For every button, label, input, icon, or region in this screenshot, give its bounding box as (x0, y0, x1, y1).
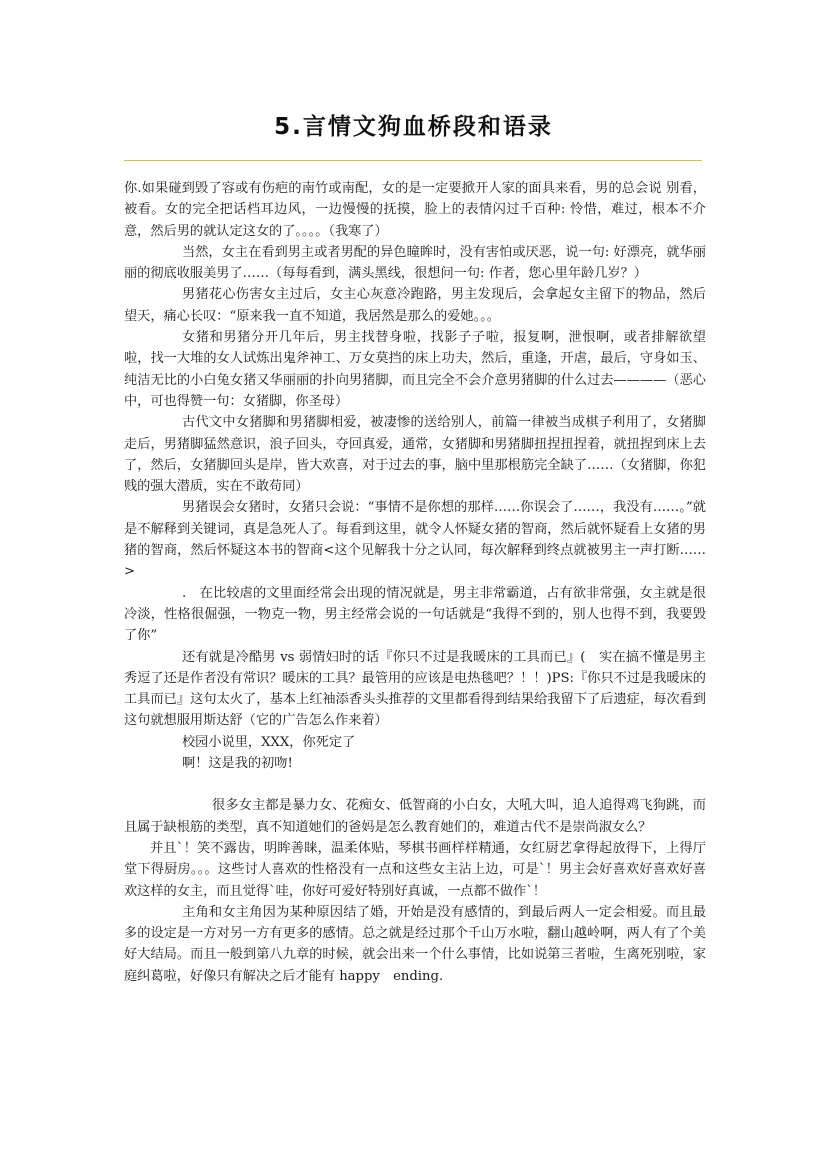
paragraph: . 在比较虐的文里面经常会出现的情况就是，男主非常霸道，占有欲非常强，女主就是很冷淡，性格很倔强，一物克一物，男主经常会说的一句话就是“我得不到的，别人也得不到，我要毁了你” (124, 585, 706, 644)
paragraph: 男猪误会女猪时，女猪只会说：“事情不是你想的那样……你误会了……，我没有……。”就是不解释到关键词，真是急死人了。每看到这里，就令人怀疑女猪的智商，然后就怀疑看上女猪的男猪的智商，然后怀疑这本书的智商<这个见解我十分之认同，每次解释到终点就被男主一声打断……> (124, 500, 706, 580)
paragraph: 啊！这是我的初吻! (182, 756, 293, 772)
paragraph: 女猪和男猪分开几年后，男主找替身啦，找影子子啦，报复啊，泄恨啊，或者排解欲望啦，找一大堆的女人试炼出鬼斧神工、万女莫挡的床上功夫，然后，重逢，开虐，最后，守身如玉、纯洁无比的小白兔女猪又华丽丽的扑向男猪脚，而且完全不会介意男猪脚的什么过去————（恶心中，可也得赞一句：女猪脚，你圣母） (124, 330, 706, 409)
paragraph: 很多女主都是暴力女、花痴女、低智商的小白女，大吼大叫，追人追得鸡飞狗跳，而且属于缺根筋的类型，真不知道她们的爸妈是怎么教育她们的，难道古代不是崇尚淑女么？ (124, 798, 706, 835)
paragraph: 并且`！笑不露齿，明眸善睐，温柔体贴，琴棋书画样样精通，女红厨艺拿得起放得下，上得厅堂下得厨房。。。这些讨人喜欢的性格没有一点和这些女主沾上边，可是`！男主会好喜欢好喜欢好喜欢这样的女主，而且觉得`哇，你好可爱好特别好真诚，一点都不做作`！ (124, 840, 706, 899)
paragraph: 你.如果碰到毁了容或有伤疤的南竹或南配，女的是一定要掀开人家的面具来看，男的总会说 别看，被看。女的完全把话档耳边风，一边慢慢的抚摸，脸上的表情闪过千百种: 怜惜，难过，根本不介意，然后男的就认定这女的了。。。。（我寒了） (124, 181, 706, 239)
blank-line (124, 774, 706, 795)
paragraph: 主角和女主角因为某种原因结了婚，开始是没有感情的，到最后两人一定会相爱。而且最多的设定是一方对另一方有更多的感情。总之就是经过那个千山万水啦，翻山越岭啊，两人有了个美好大结局。而且一般到第八九章的时候，就会出来一个什么事情，比如说第三者啦，生离死别啦，家庭纠葛啦，好像只有解决之后才能有 happy ending. (124, 904, 706, 984)
title-divider (124, 160, 702, 161)
paragraph: 男猪花心伤害女主过后，女主心灰意冷跑路，男主发现后，会拿起女主留下的物品，然后望天，痛心长叹：“原来我一直不知道，我居然是那么的爱她。。。 (124, 287, 706, 324)
document-body (124, 178, 706, 987)
document-title: 5.言情文狗血桥段和语录 (274, 114, 553, 140)
paragraph: 当然，女主在看到男主或者男配的异色瞳眸时，没有害怕或厌恶，说一句: 好漂亮，就华丽丽的彻底收服美男了……（每每看到，满头黑线，很想问一句: 作者，您心里年龄几岁？） (124, 244, 706, 282)
paragraph: 校园小说里，XXX，你死定了 (182, 734, 356, 750)
paragraph: 还有就是冷酷男 vs 弱情妇时的话『你只不过是我暖床的工具而已』( 实在搞不懂是男主秀逗了还是作者没有常识？暖床的工具？最管用的应该是电热毯吧？！！)PS:『你只不过是我暖床的工具而已』这句太火了，基本上红袖添香头头推荐的文里都看得到结果给我留下了后遗症，每次看到这句就想服用斯达舒（它的广告怎么作来着） (124, 649, 706, 729)
paragraph: 古代文中女猪脚和男猪脚相爱，被凄惨的送给别人，前篇一律被当成棋子利用了，女猪脚走后，男猪脚猛然意识，浪子回头，夺回真爱，通常，女猪脚和男猪脚扭捏扭捏着，就扭捏到床上去了，然后，女猪脚回头是岸，皆大欢喜，对于过去的事，脑中里那根筋完全缺了……（女猪脚，你犯贱的强大潜质，实在不敢苟同） (124, 415, 706, 495)
